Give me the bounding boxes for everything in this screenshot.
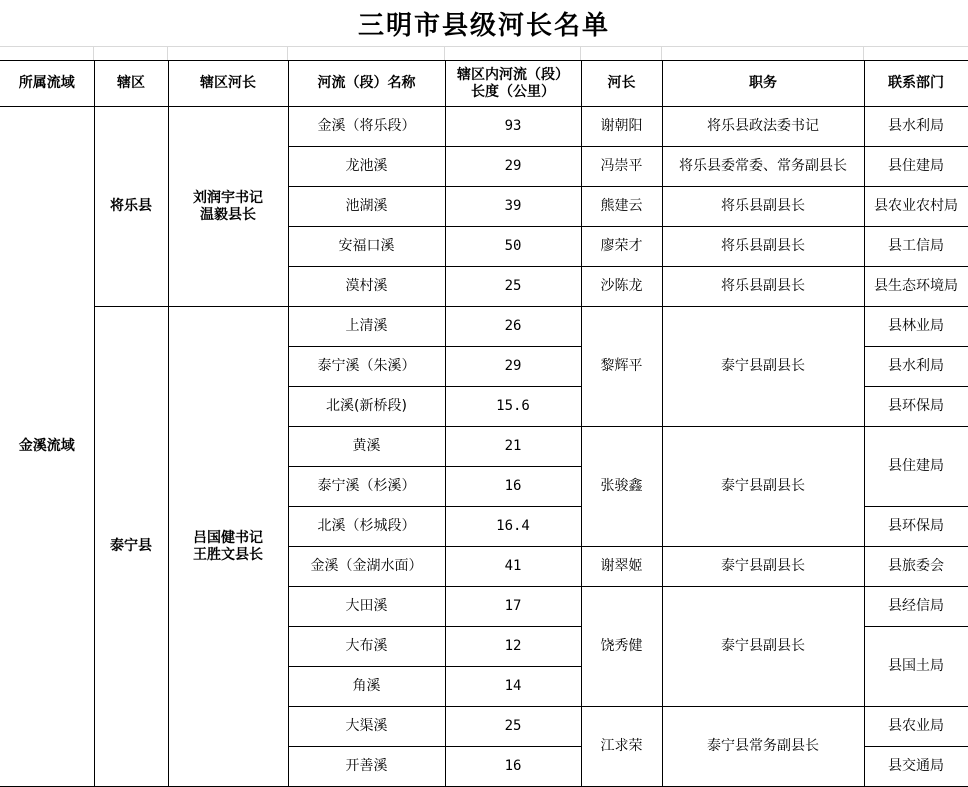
river-name-cell: 上清溪 [288, 307, 445, 347]
river-name-cell: 龙池溪 [288, 147, 445, 187]
chief-cell: 熊建云 [581, 187, 662, 227]
position-cell: 泰宁县副县长 [662, 307, 864, 427]
length-cell: 26 [445, 307, 581, 347]
length-cell: 15.6 [445, 387, 581, 427]
river-name-cell: 开善溪 [288, 747, 445, 787]
river-name-cell: 金溪（金湖水面） [288, 547, 445, 587]
header-basin: 所属流域 [0, 61, 94, 107]
dept-cell: 县旅委会 [864, 547, 968, 587]
position-cell: 将乐县委常委、常务副县长 [662, 147, 864, 187]
length-cell: 16.4 [445, 507, 581, 547]
county-chiefs-cell: 吕国健书记 王胜文县长 [168, 307, 288, 787]
county-cell: 将乐县 [94, 107, 168, 307]
chief-cell: 沙陈龙 [581, 267, 662, 307]
basin-cell: 金溪流域 [0, 107, 94, 787]
length-cell: 17 [445, 587, 581, 627]
header-position: 职务 [662, 61, 864, 107]
position-cell: 将乐县副县长 [662, 187, 864, 227]
dept-cell: 县住建局 [864, 427, 968, 507]
river-name-cell: 泰宁溪（杉溪） [288, 467, 445, 507]
river-name-cell: 北溪（杉城段） [288, 507, 445, 547]
length-cell: 39 [445, 187, 581, 227]
length-cell: 41 [445, 547, 581, 587]
length-cell: 12 [445, 627, 581, 667]
dept-cell: 县环保局 [864, 387, 968, 427]
length-cell: 93 [445, 107, 581, 147]
dept-cell: 县国土局 [864, 627, 968, 707]
header-chief: 河长 [581, 61, 662, 107]
chief-cell: 黎辉平 [581, 307, 662, 427]
river-name-cell: 池湖溪 [288, 187, 445, 227]
position-cell: 泰宁县副县长 [662, 427, 864, 547]
river-name-cell: 泰宁溪（朱溪） [288, 347, 445, 387]
chief-cell: 谢翠姬 [581, 547, 662, 587]
river-name-cell: 北溪(新桥段) [288, 387, 445, 427]
county-chiefs-cell: 刘润宇书记 温毅县长 [168, 107, 288, 307]
position-cell: 将乐县政法委书记 [662, 107, 864, 147]
length-cell: 50 [445, 227, 581, 267]
river-name-cell: 角溪 [288, 667, 445, 707]
length-cell: 21 [445, 427, 581, 467]
dept-cell: 县交通局 [864, 747, 968, 787]
river-chief-table [0, 60, 968, 787]
length-cell: 29 [445, 147, 581, 187]
chief-cell: 张骏鑫 [581, 427, 662, 547]
river-name-cell: 大渠溪 [288, 707, 445, 747]
length-cell: 25 [445, 707, 581, 747]
header-river-name: 河流（段）名称 [288, 61, 445, 107]
length-cell: 14 [445, 667, 581, 707]
spacer-row [0, 46, 968, 60]
chief-cell: 谢朝阳 [581, 107, 662, 147]
dept-cell: 县水利局 [864, 107, 968, 147]
dept-cell: 县水利局 [864, 347, 968, 387]
dept-cell: 县住建局 [864, 147, 968, 187]
river-name-cell: 大布溪 [288, 627, 445, 667]
dept-cell: 县环保局 [864, 507, 968, 547]
chief-cell: 饶秀健 [581, 587, 662, 707]
header-county-chief: 辖区河长 [168, 61, 288, 107]
position-cell: 将乐县副县长 [662, 267, 864, 307]
dept-cell: 县农业局 [864, 707, 968, 747]
table-row [0, 307, 968, 347]
chief-cell: 江求荣 [581, 707, 662, 787]
river-name-cell: 安福口溪 [288, 227, 445, 267]
header-county: 辖区 [94, 61, 168, 107]
river-name-cell: 黄溪 [288, 427, 445, 467]
position-cell: 将乐县副县长 [662, 227, 864, 267]
length-cell: 29 [445, 347, 581, 387]
river-name-cell: 大田溪 [288, 587, 445, 627]
length-cell: 16 [445, 747, 581, 787]
header-row [0, 61, 968, 107]
dept-cell: 县工信局 [864, 227, 968, 267]
position-cell: 泰宁县常务副县长 [662, 707, 864, 787]
length-cell: 25 [445, 267, 581, 307]
page-title: 三明市县级河长名单 [0, 0, 968, 47]
length-cell: 16 [445, 467, 581, 507]
chief-cell: 廖荣才 [581, 227, 662, 267]
river-name-cell: 金溪（将乐段） [288, 107, 445, 147]
dept-cell: 县经信局 [864, 587, 968, 627]
header-length: 辖区内河流（段） 长度（公里） [445, 61, 581, 107]
position-cell: 泰宁县副县长 [662, 587, 864, 707]
table-row [0, 107, 968, 147]
county-cell: 泰宁县 [94, 307, 168, 787]
dept-cell: 县林业局 [864, 307, 968, 347]
header-dept: 联系部门 [864, 61, 968, 107]
dept-cell: 县生态环境局 [864, 267, 968, 307]
river-name-cell: 漠村溪 [288, 267, 445, 307]
dept-cell: 县农业农村局 [864, 187, 968, 227]
position-cell: 泰宁县副县长 [662, 547, 864, 587]
chief-cell: 冯崇平 [581, 147, 662, 187]
